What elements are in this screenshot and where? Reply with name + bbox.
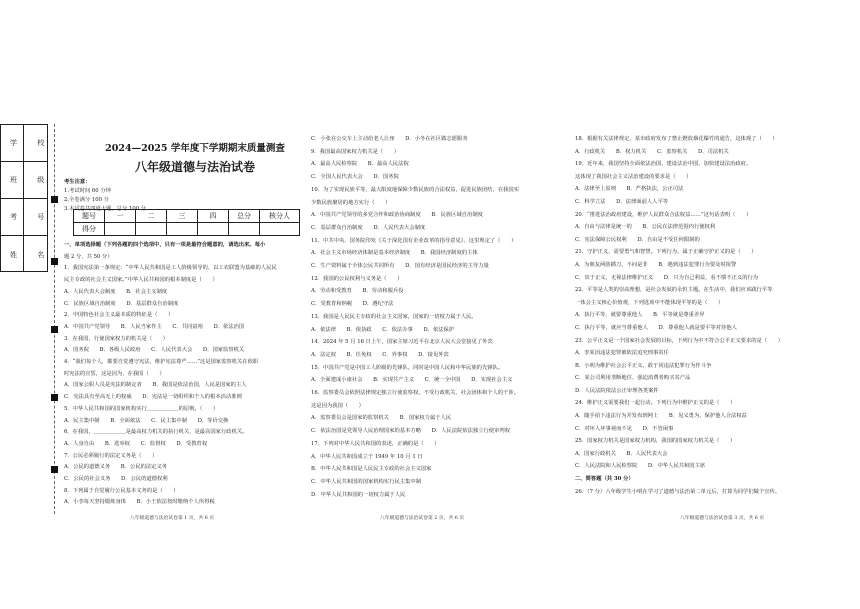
question-line: 二、简答题（共 30 分） <box>575 476 634 483</box>
question-line: A．法定权 B．任免权 C．外事权 D．接见外宾 <box>311 351 449 358</box>
question-line: C．科学立法 D．法律面前人人平等 <box>575 198 669 205</box>
question-line: A．小李每天坚持锻炼身体 B．小王依法按时缴纳个人所得税 <box>64 499 215 506</box>
exam-number-field: 考 号 <box>1 199 47 236</box>
question-line: 8．下列属于自觉履行公民基本义务的是（ ） <box>64 487 179 494</box>
question-line: A．随手拍下违法行为并发布到网上 B．见义勇为，保护他人合法权益 <box>575 413 747 420</box>
question-line: 2．中国特色社会主义最本质的特征是（ ） <box>64 312 174 319</box>
question-line: A．人民代表大会制度 B．社会主义制度 <box>64 288 168 295</box>
question-line: A．李某因违法犯罪被依法追究刑事责任 <box>575 350 669 357</box>
question-line: A．监察委员会是国家的监察机关 B．国家权力属于人民 <box>311 415 452 422</box>
question-line: C．出于正义，无视法律维护正义 D．只为自己利益，看不惯不正义的行为 <box>575 274 759 281</box>
question-line: A．国务院 B．各级人民政府 C．人民代表大会 D．国家监察机关 <box>64 347 245 354</box>
note-item: 1.考试时间 60 分钟 <box>64 188 111 194</box>
question-line: 15．中国共产党是中国工人阶级的先锋队，同时是中国人民和中华民族的先锋队。 <box>311 364 504 371</box>
note-item: 3.本试卷共四道大题，总分 100 分 <box>64 206 147 212</box>
question-line: A．中华人民共和国成立于 1949 年 10 月 1 日 <box>311 453 423 460</box>
question-line: A．人身自由 B．选举权 C．监督权 D．受教育权 <box>64 440 208 447</box>
school-field: 学 校 <box>1 125 47 162</box>
info-box-divider <box>23 125 24 271</box>
question-line: 13．我国是人民民主专政的社会主义国家，国家的一切权力属于人民。 <box>311 313 477 320</box>
score-cell <box>136 223 167 236</box>
score-table-score-row <box>74 223 300 236</box>
question-line: 4．“我们每个人，都要自觉遵守宪法，维护宪法尊严……”这是国家监察机关在依职 <box>64 359 259 366</box>
question-line: A．自由与法律是统一的 B．公民在法律范围内行使权利 <box>575 224 716 231</box>
question-line: 12．我国的公民权利与义务是（ ） <box>311 275 403 282</box>
question-line: A．中国共产党领导 B．人民当家作主 C．共同富裕 D．依法治国 <box>64 323 245 330</box>
name-field: 姓 名 <box>10 250 54 259</box>
question-line: C．宪法具有至高无上的权威 D．宪法是一切组织和个人的根本活动准则 <box>64 394 242 401</box>
question-line: A．国家行政机关 B．人民代表大会 <box>575 450 668 457</box>
question-line: A．为朋友两肋插刀，不问是非 B．遇到违法犯罪行为要及时报警 <box>575 261 737 268</box>
question-line: C．对坏人坏事视而不见 D．不管闲事 <box>575 425 674 432</box>
page-footer: 八年级道德与法治试卷第 1 页，共 6 页 <box>130 516 215 521</box>
question-line: C．全国人民代表大会 D．国务院 <box>311 174 399 181</box>
question-line: 19．近年来，我国坚持全面依法治国，建设法治中国，加快建设法治政府。 <box>575 161 752 168</box>
binding-mark <box>51 326 58 333</box>
question-line: 20．“推进法治政府建设，维护人民群众合法权益……”这句话表明（ ） <box>575 211 752 218</box>
score-table <box>73 209 300 236</box>
page-footer: 八年级道德与法治试卷第 3 页，共 6 页 <box>680 516 765 521</box>
question-line: C．小张在公交车上主动给老人让座 D．小冬在社区做志愿服务 <box>311 136 468 142</box>
question-line: 3．在我国，行使国家权力的机关是（ ） <box>64 335 169 342</box>
question-line: 7．公民必须履行的法定义务是（ ） <box>64 452 158 459</box>
question-line: A．最高人民检察院 B．最高人民法院 <box>311 161 409 168</box>
page-1-questions <box>64 240 302 509</box>
question-line: B．中华人民共和国是人民民主专政的社会主义国家 <box>311 466 432 473</box>
student-info-box <box>0 124 54 272</box>
score-cell: 得分 <box>74 223 105 236</box>
question-line: 18．根据有关法律规定，某市政府发布了禁止燃放烟花爆竹的通告，这体现了（ ） <box>575 136 778 142</box>
binding-mark <box>51 196 58 203</box>
question-line: 这是因为我国（ ） <box>311 402 364 409</box>
question-line: C．基层群众自治制度 D．人民代表大会制度 <box>311 224 426 231</box>
question-line: 14．2024 年 5 月 16 日上午，国家主席习近平在北京人民大会堂接见了外宾 <box>311 339 493 346</box>
question-line: C．宪法保障公民权利 D．自由是不受任何限制的 <box>575 236 700 243</box>
question-line: C．公民的社会义务 D．公民的道德权利 <box>64 476 168 483</box>
question-line: 21．守护正义，需要勇气和智慧。下列行为，属于正确守护正义的是（ ） <box>575 249 757 256</box>
score-cell: 二 <box>136 210 167 223</box>
question-line: 11．中共中央、国务院印发《关于深化国有企业改革的指导意见》，这里规定了（ ） <box>311 237 517 244</box>
question-line: 时宪法的宣誓，这是因为，在我国（ ） <box>64 370 165 377</box>
exam-term-title: 2024—2025 学年度下学期期末质量测查 <box>105 143 285 154</box>
question-line: A．执行平等，就要尊重他人 B．平等就是尊重差异 <box>575 312 705 319</box>
question-line: 5．中华人民共和国的国家机构实行＿＿＿＿＿＿的原则。（ ） <box>64 405 219 412</box>
binding-mark <box>51 258 58 265</box>
binding-mark <box>51 394 58 401</box>
question-line: C．某公司利用垄断地位，强迫消费者购买其产品 <box>575 375 691 382</box>
question-line: A．国家公职人员是宪法的制定者 B．我国是依法治国，人民是国家的主人 <box>64 382 247 389</box>
binding-line <box>54 124 55 514</box>
question-line: 少数民族聚居的地方实行（ ） <box>311 199 391 206</box>
question-line: 25．国家权力机关是国家权力机构，我国的国家权力机关是（ ） <box>575 438 736 445</box>
question-line: A．依法律 B．依执政 C．依法办事 D．依法保护 <box>311 326 455 333</box>
question-line: A．劳动和受教育 B．劳动和服兵役 <box>311 288 404 295</box>
score-cell <box>198 223 229 236</box>
question-line: 17．下列对中华人民共和国的表述，正确的是（ ） <box>311 440 440 447</box>
question-line: 10．为了实现民族平等，最大限度地保障少数民族的合法权益，促进民族团结，在我国实 <box>311 186 520 193</box>
question-line: 9．我国最高国家权力机关是（ ） <box>311 148 400 155</box>
exam-subject-title: 八年级道德与法治试卷 <box>134 160 255 174</box>
score-cell: 一 <box>105 210 136 223</box>
question-line: A．中国共产党领导的多党合作和政治协商制度 B．民族区域自治制度 <box>311 212 483 219</box>
question-line: 23．公平正义是一个国家社会发展的目标，下列行为中不符合公平正义要求的是（ ） <box>575 337 784 344</box>
question-line: A．民主集中制 B．全面依法 C．民主集中制 D．等价交换 <box>64 417 229 424</box>
question-line: 题 2 分，共 50 分） <box>64 253 113 260</box>
question-line: 24．维护正义需要我们一起行动。下列行为中维护正义的是（ ） <box>575 400 736 407</box>
question-line: C．人民法院和人民检察院 D．中华人民共和国主席 <box>575 463 706 470</box>
question-line: A．全面建成小康社会 B．实现共产主义 C．统一全中国 D．实现社会主义 <box>311 377 513 384</box>
question-line: C．中华人民共和国的国家机构实行民主集中制 <box>311 478 421 485</box>
question-line: C．执行平等，就应当尊重他人 D．尊重他人就是要平等对待他人 <box>575 324 737 331</box>
question-line: 16．监察委员会依照法律规定独立行使监察权，不受行政机关、社会团体和个人的干涉。 <box>311 390 520 397</box>
question-line: C．依法治国是党领导人民治理国家的基本方略 D．人民法院依法独立行使审判权 <box>311 428 510 435</box>
score-cell: 三 <box>167 210 198 223</box>
page-3-questions <box>575 133 843 498</box>
class-field: 班 级 <box>1 162 47 199</box>
question-line: 26．（7 分）八年级学生小明在学习了道德与法治第二单元后，打算为同学们做个宣传。 <box>575 488 781 495</box>
binding-mark <box>51 466 58 473</box>
question-line: D．人民法院依法公正审理各类案件 <box>575 387 659 394</box>
question-line: C．生产资料属于全体公民共同所有 D．国有经济是国民经济的主导力量 <box>311 263 489 270</box>
page-footer: 八年级道德与法治试卷第 2 页，共 6 页 <box>380 516 465 521</box>
question-line: 1．我国宪法第一条规定：“中华人民共和国是工人阶级领导的、以工农联盟为基础的人民民 <box>64 265 277 272</box>
question-line: C．受教育和纳税 D．遵纪守法 <box>311 301 394 308</box>
notes-heading: 考生注意： <box>64 179 91 185</box>
question-line: 22．平等是人类的崇高理想，是社会发展的永恒主题。在生活中，我们应该践行平等 <box>575 287 773 294</box>
score-cell: 总分 <box>229 210 260 223</box>
question-line: B．小明为维护社会公平正义，敢于同违法犯罪行为作斗争 <box>575 362 712 369</box>
question-line: 一体会主义核心价值观，下列选项中不能体现平等的是（ ） <box>575 299 724 306</box>
score-cell <box>105 223 136 236</box>
question-line: A．法律至上原则 B．严格执法，公正司法 <box>575 186 684 193</box>
question-line: 一、单项选择题（下列各题的四个选项中，只有一项是最符合题意的，请选出来。每小 <box>64 242 266 248</box>
score-cell <box>229 223 260 236</box>
question-line: 民主专政的社会主义国家。”中华人民共和国的根本制度是（ ） <box>64 277 218 284</box>
question-line: 6．在我国，＿＿＿＿＿＿是最高权力机关的执行机关，是最高国家行政机关。 <box>64 429 248 436</box>
page-2-questions <box>311 133 561 501</box>
question-line: A．社会主义市场经济体制是基本经济制度 B．我国经济制度的主体 <box>311 250 478 257</box>
question-line: 这体现了我国社会主义法治建设的要求是（ ） <box>575 173 692 180</box>
note-item: 2.全卷满分 100 分 <box>64 197 110 203</box>
score-table-header-row <box>74 210 300 223</box>
score-cell: 核分人 <box>260 210 300 223</box>
question-line: C．民族区域自治制度 D．基层群众自治制度 <box>64 300 179 307</box>
score-cell <box>167 223 198 236</box>
score-cell <box>260 223 300 236</box>
score-cell: 四 <box>198 210 229 223</box>
score-cell: 题号 <box>74 210 105 223</box>
question-line: A．行政机关 B．权力机关 C．监察机关 D．司法机关 <box>575 148 729 155</box>
question-line: A．公民的道德义务 B．公民的法定义务 <box>64 464 168 471</box>
question-line: D．中华人民共和国的一切权力属于人民 <box>311 491 406 498</box>
